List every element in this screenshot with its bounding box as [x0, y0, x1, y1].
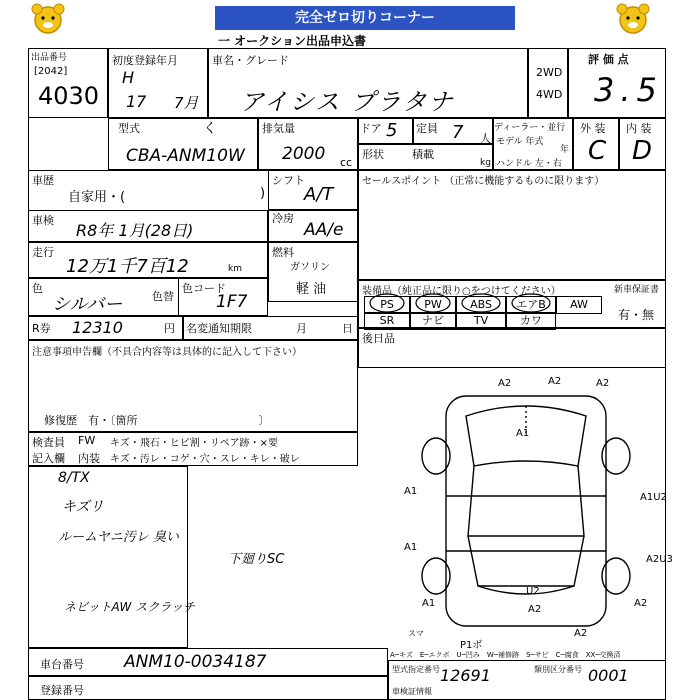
reg-no-label: 登録番号	[40, 684, 84, 697]
lot-tag: [2042]	[34, 66, 68, 77]
shift-label: シフト	[272, 174, 305, 187]
fuel-option: ガソリン	[290, 262, 330, 273]
equip-ps: PS	[364, 296, 410, 314]
auction-sheet	[28, 34, 673, 700]
interior-label: 内 装	[626, 122, 652, 135]
equip-abs: ABS	[456, 296, 506, 314]
note-line-4: ネビットAW スクラッチ	[64, 600, 195, 614]
color-code-label: 色コード	[182, 282, 226, 295]
model-year-unit: 年	[560, 145, 570, 155]
entry-label: 記入欄	[32, 452, 65, 465]
inspection-value: R8年 1月(28日)	[76, 221, 194, 240]
mark-right-rear: A2U3	[646, 554, 673, 565]
category-label: 類別区分番号	[534, 665, 582, 674]
note-line-5: 下廻りSC	[228, 552, 285, 567]
equip-pw: PW	[410, 296, 456, 314]
mascot-icon	[28, 2, 68, 36]
recycle-value: 12310	[72, 318, 123, 337]
equip-aw: AW	[556, 296, 602, 314]
mark-smart: スマ	[408, 629, 424, 638]
mark-hood: A1	[516, 428, 530, 439]
handwritten-notes-area	[28, 466, 188, 648]
loading-unit: kg	[480, 158, 491, 168]
mark-rear-center: U2	[526, 586, 540, 597]
registration-month: 7月	[174, 94, 199, 112]
type-designation-label: 型式指定番号	[392, 665, 440, 674]
after-fit-box	[358, 328, 666, 368]
inspector-legend-1: キズ・飛石・ヒビ割・リペア跡・×要	[110, 438, 278, 449]
interior-score: D	[632, 136, 653, 166]
name-label: 車名・グレード	[212, 54, 289, 67]
name-change-day: 日	[342, 322, 353, 335]
mark-rear-bumper: A2	[528, 604, 542, 615]
capacity-label: 定員	[416, 122, 438, 135]
capacity-value: 7	[452, 122, 464, 143]
doors-value: 5	[386, 120, 398, 141]
equipment-label: 装備品（純正品に限り○をつけてください）	[362, 286, 561, 297]
shift-value: A/T	[304, 184, 334, 205]
score-label: 評 価 点	[588, 53, 629, 66]
fuel-value: 軽 油	[296, 282, 327, 297]
usage-label: 車歴	[32, 174, 54, 187]
inspection-label: 車検	[32, 214, 54, 227]
ac-value: AA/e	[304, 220, 344, 240]
notes-label: 注意事項申告欄（不具合内容等は具体的に記入して下さい）	[32, 347, 302, 358]
score-value: 3.5	[594, 71, 663, 109]
mark-p1: P1ボ	[460, 640, 483, 651]
exterior-score: C	[588, 136, 607, 166]
model-year-label: モデル 年式	[496, 137, 544, 147]
new-warranty-label: 新車保証書	[614, 285, 660, 295]
mark-front-center: A2	[548, 376, 562, 387]
equip-sr: SR	[364, 312, 410, 330]
doors-label: ドア	[360, 122, 382, 135]
model-label: 型式	[118, 122, 140, 135]
circle-marks	[364, 290, 604, 314]
exterior-label: 外 装	[580, 122, 606, 135]
mileage-label: 走行	[32, 246, 54, 259]
form-subtitle: 一 オークション出品申込書	[218, 34, 366, 48]
fuel-label: 燃料	[272, 246, 294, 259]
registration-label: 初度登録年月	[112, 54, 178, 67]
page-title: 完全ゼロ切りコーナー	[215, 6, 515, 30]
registration-year: 17	[126, 92, 147, 111]
note-line-2: キズリ	[62, 499, 104, 515]
chassis-label: 車台番号	[40, 658, 84, 671]
drive-box	[528, 48, 568, 118]
equip-leather: カワ	[506, 312, 556, 330]
warranty-value: 有・無	[618, 308, 655, 322]
color-code: 1F7	[216, 292, 248, 312]
mileage-unit: km	[228, 264, 242, 274]
usage-close: )	[260, 186, 266, 201]
usage-value: 自家用・(	[68, 190, 126, 205]
mark-right-quarter: A2	[634, 598, 648, 609]
mark-left-rear-door: A1	[404, 542, 418, 553]
color-label: 色	[32, 282, 43, 295]
repair-history: 修復歴 有・〔箇所 〕	[44, 414, 270, 427]
mascot-icon	[613, 2, 653, 36]
loading-label: 積載	[412, 148, 434, 161]
name-change-month: 月	[296, 322, 307, 335]
vehicle-name: アイシス プラタナ	[240, 88, 455, 116]
recycle-unit: 円	[164, 322, 175, 335]
recycle-label: R券	[32, 322, 51, 335]
handle-label: ハンドル 左・右	[496, 159, 562, 169]
displacement-value: 2000	[282, 144, 326, 164]
type-designation-number: 12691	[440, 666, 491, 685]
inspector-label: 検査員	[32, 436, 65, 449]
mark-right-door: A1U2	[640, 492, 667, 503]
displacement-unit: cc	[340, 156, 353, 169]
after-fit-label: 後日品	[362, 332, 395, 345]
mark-front-right: A2	[596, 378, 610, 389]
mileage-value: 12万1千7百12	[66, 256, 189, 277]
mark-front-left: A2	[498, 378, 512, 389]
model-mark: く	[203, 121, 217, 137]
shape-label: 形状	[362, 148, 384, 161]
chassis-number: ANM10-0034187	[124, 652, 267, 672]
color-change-label: 色替	[152, 290, 174, 303]
inspector-fw: FW	[78, 434, 96, 447]
category-number: 0001	[588, 666, 629, 685]
drive-4wd: 4WD	[536, 88, 563, 101]
lot-number: 4030	[38, 82, 100, 110]
displacement-label: 排気量	[262, 122, 295, 135]
mark-left-front-door: A1	[404, 486, 418, 497]
registration-era: H	[122, 68, 135, 87]
name-change-label: 名変通知期限	[186, 322, 252, 335]
capacity-unit: 人	[480, 132, 491, 145]
inspector-legend-2: キズ・汚レ・コゲ・穴・スレ・キレ・破レ	[110, 454, 300, 465]
note-line-1: 8/TX	[58, 470, 90, 486]
ac-label: 冷房	[272, 212, 294, 225]
type-designation-bottom: 車検証情報	[392, 687, 432, 696]
equip-tv: TV	[456, 312, 506, 330]
damage-legend: A─キズ E─エクボ U─凹み W─補修跡 S─サビ C─腐食 XX─交換済	[390, 651, 621, 659]
dealer-label: ディーラー・並行	[494, 123, 566, 133]
mark-rear-right: A2	[574, 628, 588, 639]
drive-2wd: 2WD	[536, 66, 563, 79]
color-value: シルバー	[52, 294, 123, 315]
mark-left-rear: A1	[422, 598, 436, 609]
sales-point-label: セールスポイント （正常に機能するものに限ります）	[362, 176, 605, 187]
model-value: CBA-ANM10W	[126, 146, 245, 166]
equip-navi: ナビ	[410, 312, 456, 330]
entry-interior: 内装	[78, 452, 100, 465]
note-line-3: ルームヤニ汚レ 臭い	[58, 530, 179, 545]
equip-airbag: エアB	[506, 296, 556, 314]
lot-number-label: 出品番号	[31, 53, 68, 63]
